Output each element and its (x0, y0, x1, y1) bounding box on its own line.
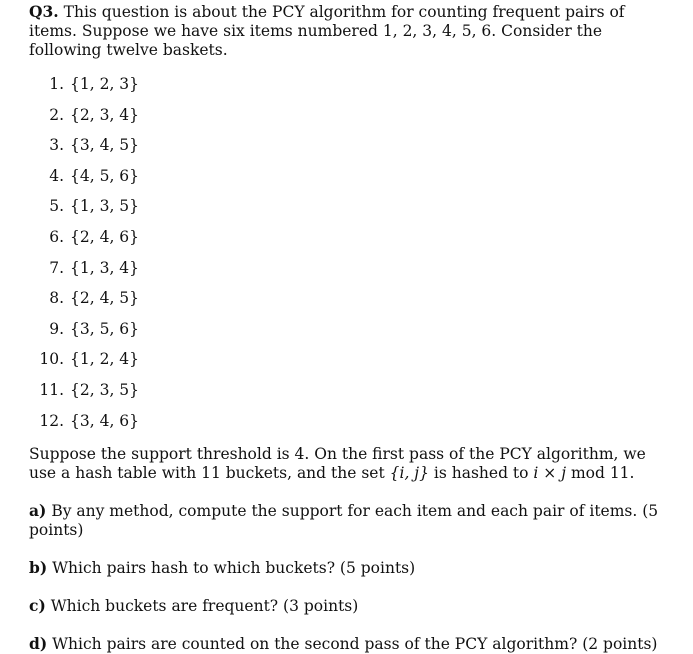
setup-paragraph (29, 445, 669, 483)
list-item (29, 191, 669, 222)
list-item (29, 161, 669, 192)
basket-number: 8. (49, 289, 64, 308)
basket-set: {2, 4, 6} (70, 227, 140, 246)
basket-set: {2, 3, 5} (70, 380, 140, 399)
setup-math-set: {i, j} (389, 464, 429, 483)
basket-set: {3, 4, 5} (70, 136, 140, 155)
basket-number: 4. (49, 166, 64, 185)
list-item (29, 406, 669, 437)
part-d-label: d) (29, 634, 48, 654)
basket-set: {2, 4, 5} (70, 289, 140, 308)
basket-set: {1, 3, 5} (70, 197, 140, 216)
part-c-text: Which buckets are frequent? (3 points) (50, 597, 359, 616)
list-item (29, 130, 669, 161)
setup-text-3: mod 11. (566, 464, 635, 483)
part-c-label: c) (29, 596, 46, 616)
basket-number: 2. (49, 105, 64, 124)
part-a (29, 501, 669, 540)
list-item (29, 283, 669, 314)
setup-text-1: Suppose the support threshold is 4. On the first pass of the PCY algorithm, we use a hash table with 11 buckets, and the set (29, 445, 646, 483)
basket-set: {3, 4, 6} (70, 411, 140, 430)
list-item (29, 375, 669, 406)
basket-number: 6. (49, 227, 64, 246)
basket-number: 11. (39, 380, 64, 399)
part-d-text: Which pairs are counted on the second pass of the PCY algorithm? (2 points) (52, 635, 658, 654)
basket-number: 10. (39, 350, 64, 369)
setup-text-2: is hashed to (428, 464, 534, 483)
basket-set: {2, 3, 4} (70, 105, 140, 124)
part-b-text: Which pairs hash to which buckets? (5 points) (52, 559, 416, 578)
list-item (29, 253, 669, 284)
basket-set: {4, 5, 6} (70, 166, 140, 185)
list-item (29, 344, 669, 375)
question-intro (29, 2, 669, 60)
part-b (29, 558, 669, 578)
list-item (29, 222, 669, 253)
basket-set: {3, 5, 6} (70, 319, 140, 338)
basket-number: 3. (49, 136, 64, 155)
basket-number: 7. (49, 258, 64, 277)
list-item (29, 69, 669, 100)
basket-number: 9. (49, 319, 64, 338)
list-item (29, 314, 669, 345)
list-item (29, 100, 669, 131)
part-d (29, 634, 669, 654)
part-a-text: By any method, compute the support for each item and each pair of items. (5 points) (29, 502, 659, 540)
question-document (29, 2, 669, 654)
question-intro-text: This question is about the PCY algorithm for counting frequent pairs of items. Suppose we have six items numbered 1, 2, 3, 4, 5, 6. Consider the following twelve baskets. (29, 3, 625, 59)
question-label: Q3. (29, 2, 59, 21)
basket-set: {1, 2, 3} (70, 75, 140, 93)
basket-set: {1, 2, 4} (70, 350, 140, 369)
part-a-label: a) (29, 501, 47, 521)
part-c (29, 596, 669, 616)
basket-number: 1. (49, 75, 64, 93)
basket-set: {1, 3, 4} (70, 258, 140, 277)
basket-list (29, 69, 669, 436)
basket-number: 12. (39, 411, 64, 430)
basket-number: 5. (49, 197, 64, 216)
part-b-label: b) (29, 558, 48, 578)
setup-math-product: i × j (533, 464, 567, 483)
